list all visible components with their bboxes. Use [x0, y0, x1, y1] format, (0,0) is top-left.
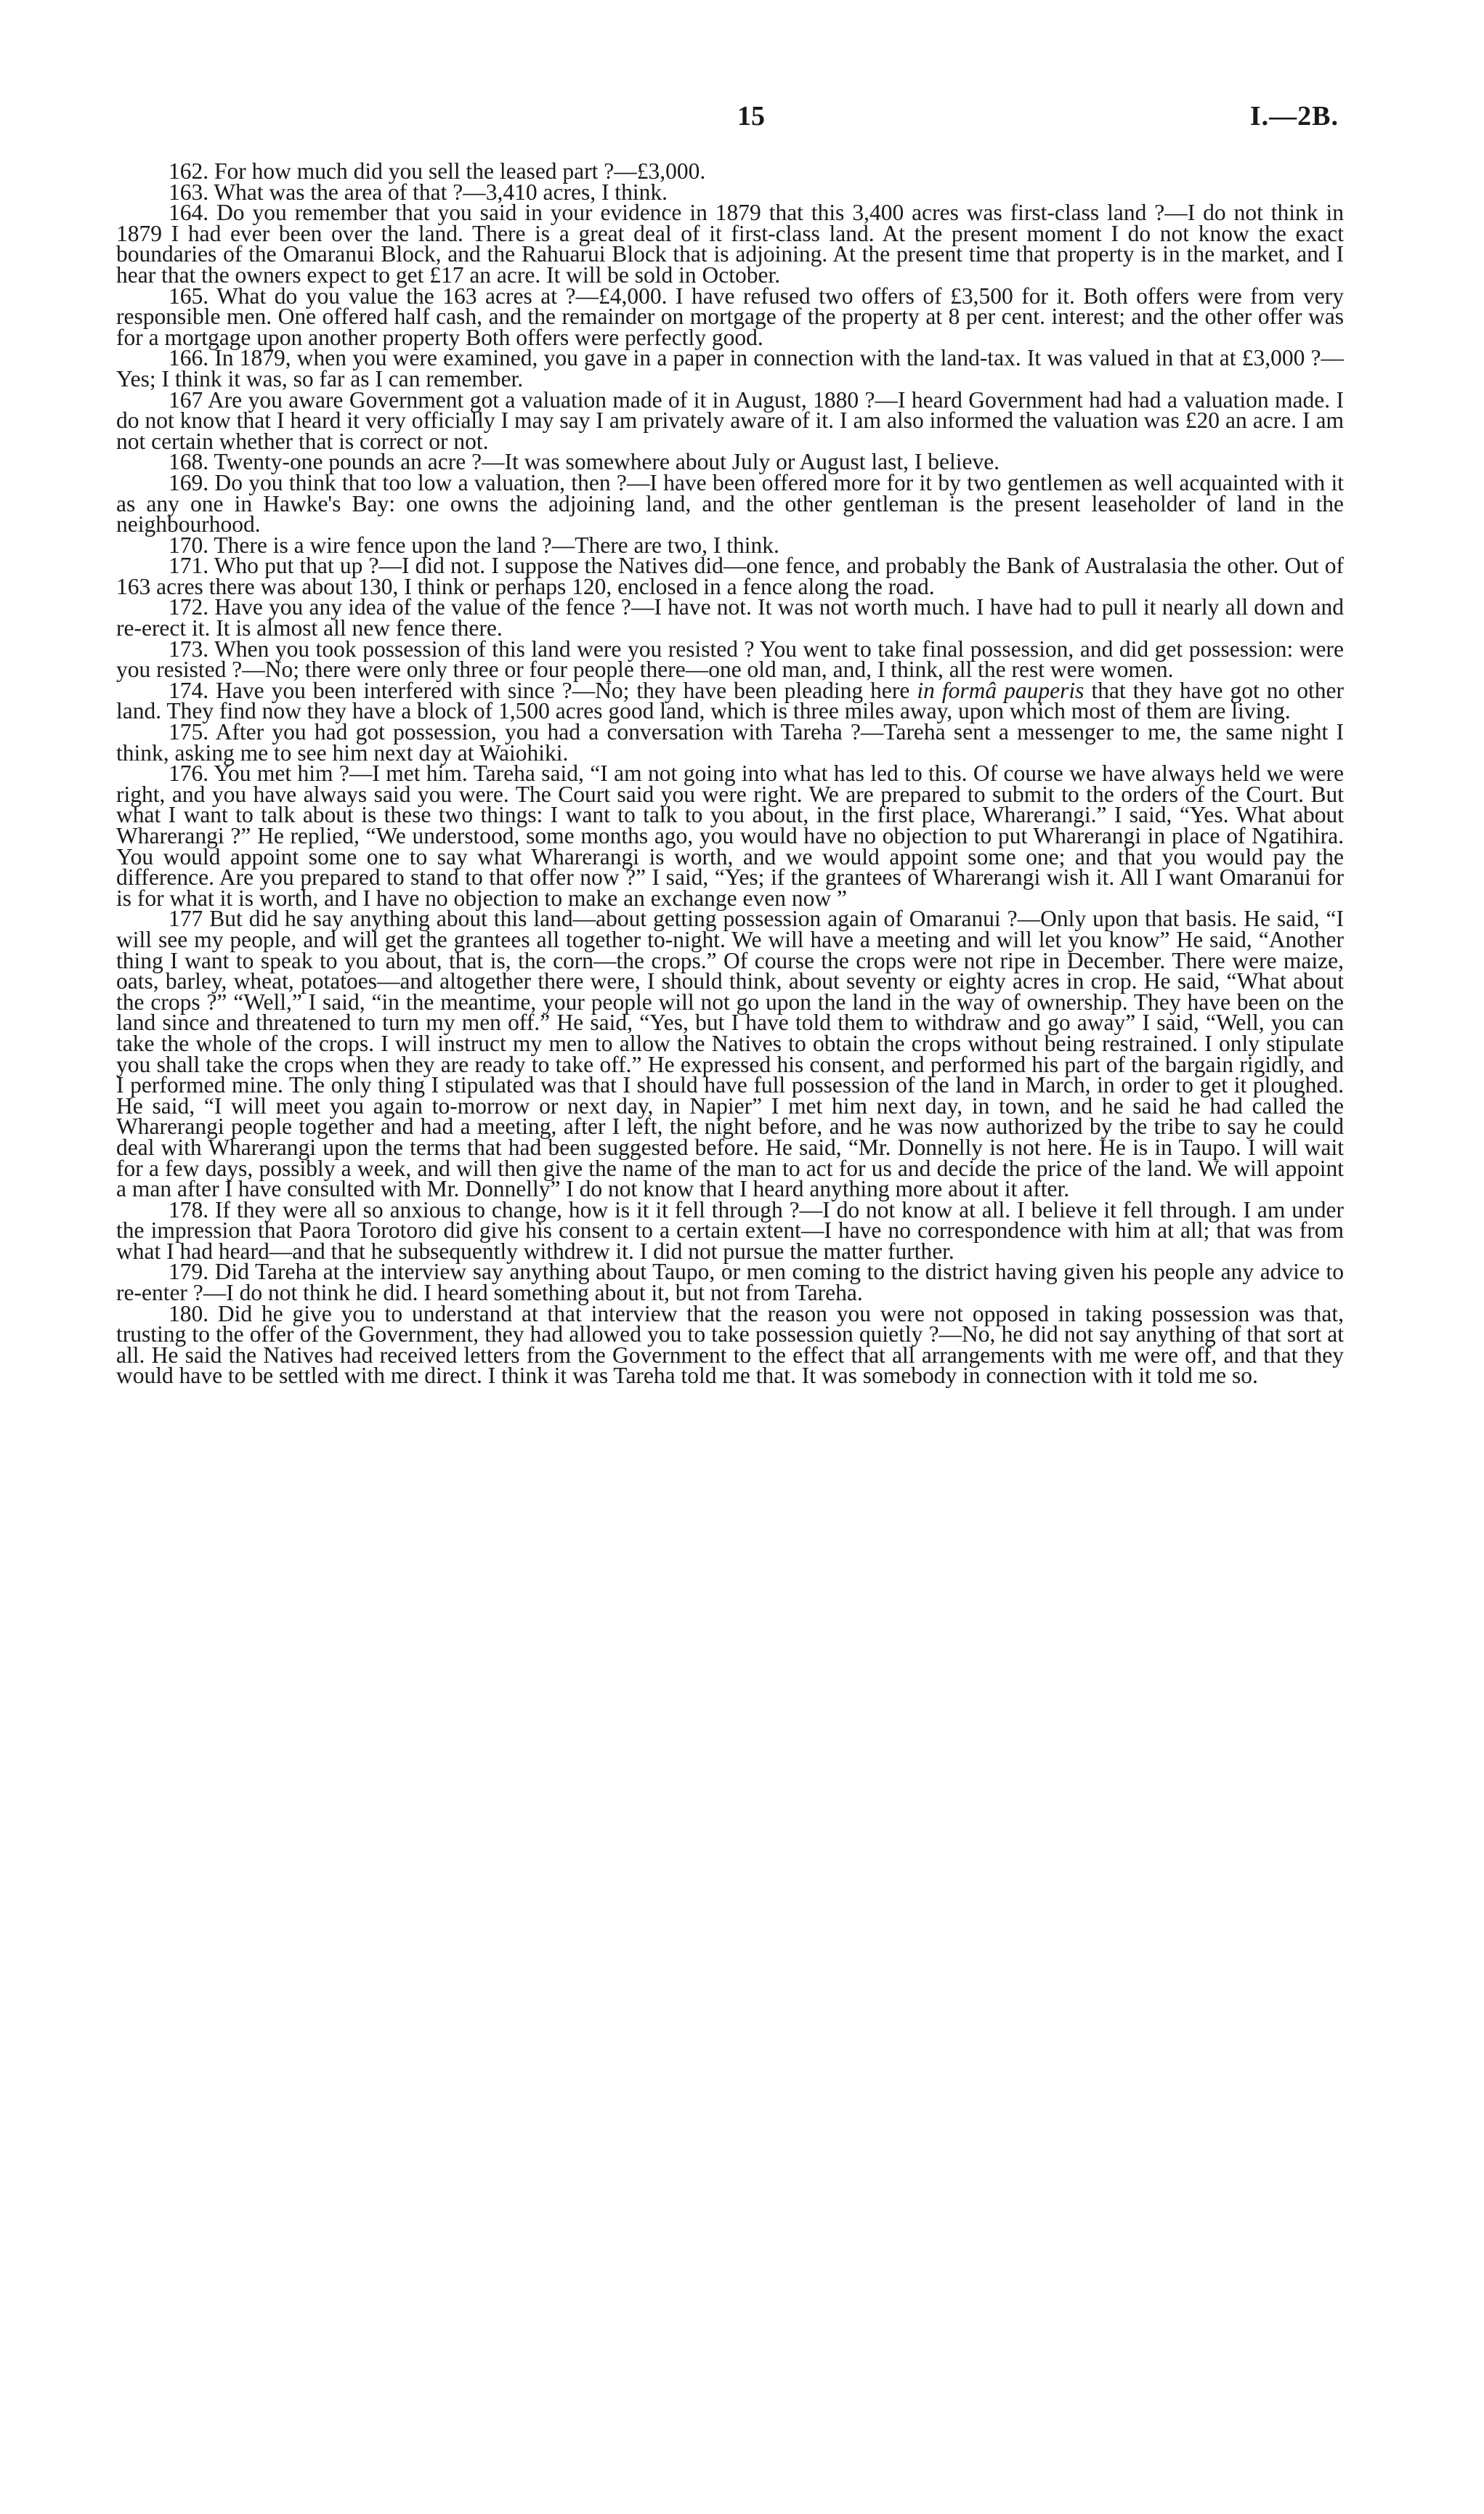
paragraph-176: 176. You met him ?—I met him. Tareha said, “I am not going into what has led to this. Of course we have always held we were right, and you have always said you were. The Court said you were right. We are prepared to submit to the orders of the Court. But what I want to talk about is these two things: I want to talk to you about, in the first place, Wharerangi.” I said, “Yes. What about Wharerangi ?” He replied, “We understood, some months ago, you would have no objection to put Wharerangi in place of Ngatihira. You would appoint some one to say what Wharerangi is worth, and we would appoint some one; and that you would pay the difference. Are you prepared to stand to that offer now ?” I said, “Yes; if the grantees of Wharerangi wish it. All I want Omaranui for is for what it is worth, and I have no objection to make an exchange even now ”	[116, 761, 1344, 911]
paragraph-164: 164. Do you remember that you said in your evidence in 1879 that this 3,400 acres was first-class land ?—I do not think in 1879 I had ever been over the land. There is a great deal of it first-class land. At the present moment I do not know the exact boundaries of the Omaranui Block, and the Rahuarui Block that is adjoining. At the present time that property is in the market, and I hear that the owners expect to get £17 an acre. It will be sold in October.	[116, 200, 1344, 288]
paragraph-174	[116, 677, 1345, 724]
paragraph-174-start: 174. Have you been interfered with since ?—No; they have been pleading here	[169, 677, 910, 703]
paragraph-169: 169. Do you think that too low a valuation, then ?—I have been offered more for it by two gentlemen as well acquainted with it as any one in Hawke's Bay: one owns the adjoining land, and the other gentleman is the present leaseholder of land in the neighbourhood.	[116, 469, 1344, 538]
page-number: 15	[737, 101, 765, 131]
page-header	[0, 100, 1484, 129]
paragraph-177: 177 But did he say anything about this land—about getting possession again of Omaranui ?—Only upon that basis. He said, “I will see my people, and will get the grantees all together to-night. We will have a meeting and will let you know” He said, “Another thing I want to speak to you about, that is, the corn—the crops.” Of course the crops were not ripe in December. There were maize, oats, barley, wheat, potatoes—and altogether there were, I should think, about seventy or eighty acres in crop. He said, “What about the crops ?” “Well,” I said, “in the meantime, your people will not go upon the land in the way of ownership. They have been on the land since and threatened to turn my men off.” He said, “Yes, but I have told them to withdraw and go away” I said, “Well, you can take the whole of the crops. I will instruct my men to allow the Natives to obtain the crops without being restrained. I only stipulate you shall take the crops when they are ready to take off.” He expressed his consent, and performed his part of the bargain rigidly, and I performed mine. The only thing I stipulated was that I should have full possession of the land in March, in order to get it ploughed. He said, “I will meet you again to-morrow or next day, in Napier” I met him next day, in town, and he said he had called the Wharerangi people together and had a meeting, after I left, the night before, and he was now authorized by the tribe to say he could deal with Wharerangi upon the terms that had been suggested before. He said, “Mr. Donnelly is not here. He is in Taupo. I will wait for a few days, possibly a week, and will then give the name of the man to act for us and decide the price of the land. We will appoint a man after I have consulted with Mr. Donnelly” I do not know that I heard anything more about it after.	[116, 906, 1344, 1202]
latin-phrase: in formâ pauperis	[917, 677, 1084, 703]
document-reference: I.—2B.	[1249, 101, 1339, 131]
paragraph-172: 172. Have you any idea of the value of the fence ?—I have not. It was not worth much. I have had to pull it nearly all down and re-erect it. It is almost all new fence there.	[116, 594, 1344, 641]
paragraph-163: 163. What was the area of that ?—3,410 acres, I think.	[169, 179, 668, 205]
paragraph-175: 175. After you had got possession, you had a conversation with Tareha ?—Tareha sent a messenger to me, the same night I think, asking me to see him next day at Waiohiki.	[116, 719, 1344, 766]
paragraph-179: 179. Did Tareha at the interview say anything about Taupo, or men coming to the district having given his people any advice to re-enter ?—I do not think he did. I heard something about it, but not from Tareha.	[116, 1259, 1344, 1306]
paragraph-178: 178. If they were all so anxious to change, how is it it fell through ?—I do not know at all. I believe it fell through. I am under the impression that Paora Torotoro did give his consent to a certain extent—I have no correspondence with him at all; that was from what I had heard—and that he subsequently withdrew it. I did not pursue the matter further.	[116, 1196, 1344, 1264]
body-text	[116, 158, 1345, 1389]
paragraph-180: 180. Did he give you to understand at that interview that the reason you were not opposed in taking possession was that, trusting to the offer of the Government, they had allowed you to take possession quietly ?—No, he did not say anything of that sort at all. He said the Natives had received letters from the Government to the effect that all arrangements with me were off, and that they would have to be settled with me direct. I think it was Tareha told me that. It was somebody in connection with it told me so.	[116, 1300, 1344, 1389]
paragraph-170: 170. There is a wire fence upon the land ?—There are two, I think.	[169, 532, 779, 558]
paragraph-173: 173. When you took possession of this land were you resisted ? You went to take final possession, and did get possession: were you resisted ?—No; there were only three or four people there—one old man, and, I think, all the rest were women.	[116, 636, 1344, 683]
paragraph-166: 166. In 1879, when you were examined, you gave in a paper in connection with the land-tax. It was valued in that at £3,000 ?—Yes; I think it was, so far as I can remember.	[116, 345, 1344, 392]
paragraph-168: 168. Twenty-one pounds an acre ?—It was somewhere about July or August last, I believe.	[169, 449, 1000, 475]
paragraph-167: 167 Are you aware Government got a valuation made of it in August, 1880 ?—I heard Government had had a valuation made. I do not know that I heard it very officially I may say I am privately aware of it. I am also informed the valuation was £20 an acre. I am not certain whether that is correct or not.	[116, 386, 1344, 454]
paragraph-171: 171. Who put that up ?—I did not. I suppose the Natives did—one fence, and probably the Bank of Australasia the other. Out of 163 acres there was about 130, I think or perhaps 120, enclosed in a fence along the road.	[116, 553, 1344, 599]
paragraph-165: 165. What do you value the 163 acres at ?—£4,000. I have refused two offers of £3,500 for it. Both offers were from very responsible men. One offered half cash, and the remainder on mortgage of the property at 8 per cent. interest; and the other offer was for a mortgage upon another property Both offers were perfectly good.	[116, 283, 1344, 350]
paragraph-162: 162. For how much did you sell the leased part ?—£3,000.	[169, 158, 706, 184]
paragraph-174-end: that they have got no other land. They find now they have a block of 1,500 acres good land, which is three miles away, upon which most of them are living.	[116, 677, 1345, 724]
